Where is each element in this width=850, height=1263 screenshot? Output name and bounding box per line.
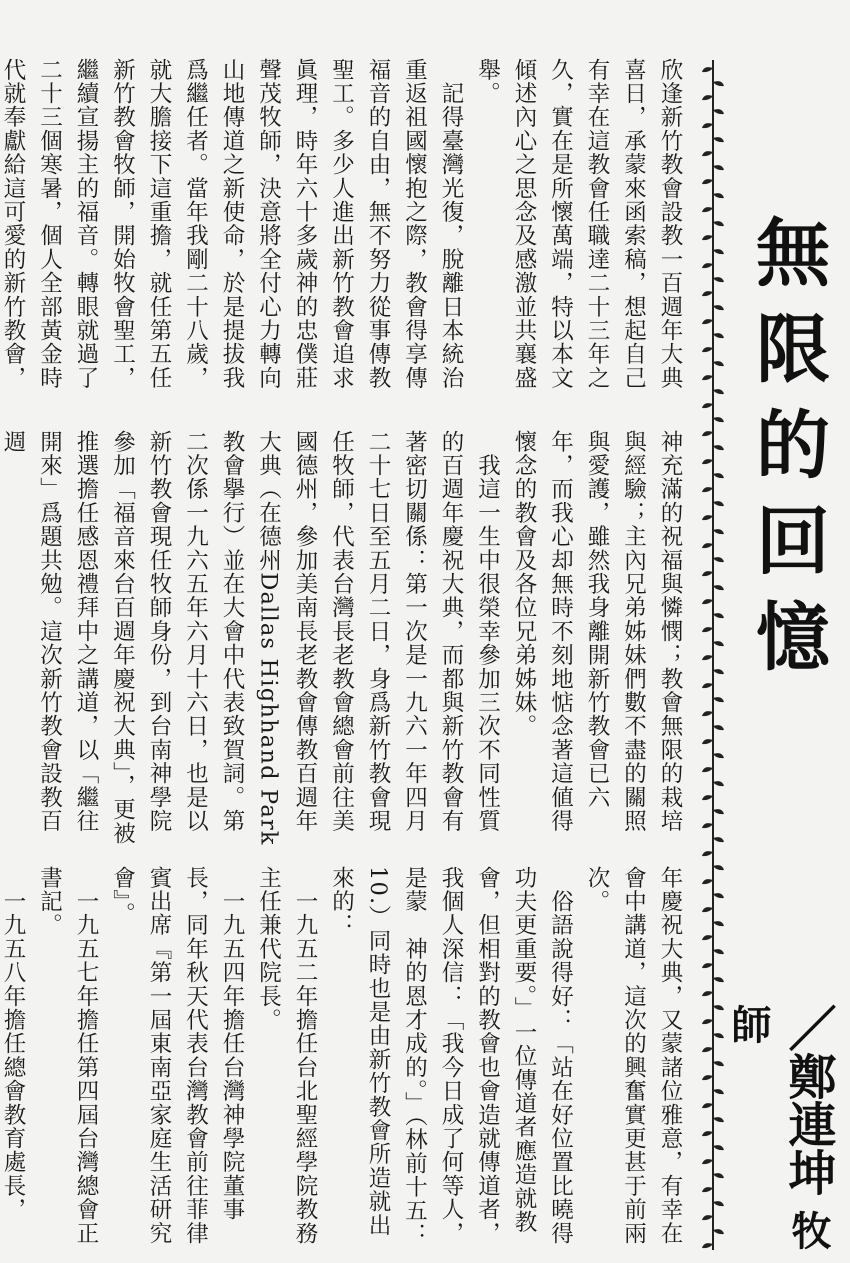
author-byline xyxy=(725,1004,838,1254)
vine-leaf xyxy=(713,641,724,646)
vine-leaf xyxy=(713,109,724,114)
vine-leaf xyxy=(713,361,724,366)
vine-leaf xyxy=(702,767,713,772)
vine-leaf xyxy=(702,935,713,940)
vine-leaf xyxy=(713,669,724,674)
vine-leaf xyxy=(702,1047,713,1052)
vine-leaf xyxy=(713,1145,724,1150)
vine-leaf xyxy=(713,137,724,142)
vine-leaf xyxy=(713,445,724,450)
vine-leaf xyxy=(713,557,724,562)
vine-leaf xyxy=(713,81,724,86)
vine-leaf xyxy=(702,991,713,996)
vine-leaf xyxy=(702,67,713,72)
vine-leaf xyxy=(713,417,724,422)
author-name: ／鄭連坤 xyxy=(780,1004,836,1196)
vine-leaf xyxy=(713,1117,724,1122)
vine-leaf xyxy=(713,837,724,842)
vine-leaf xyxy=(713,1229,724,1234)
vine-leaf xyxy=(713,529,724,534)
vine-leaf xyxy=(713,1089,724,1094)
vine-leaf xyxy=(713,473,724,478)
vine-leaf xyxy=(702,1215,713,1220)
vine-leaf xyxy=(713,865,724,870)
vine-leaf xyxy=(702,1131,713,1136)
vine-leaf xyxy=(713,893,724,898)
body-section-1: 欣逢新竹教會設教一百週年大典喜日，承蒙來函索稿，想起自己有幸在這教會任職達二十三年之久，實在是所懷萬端，特以本文傾述內心之思念及感激並共襄盛舉。 記得臺灣光復，脫離日本統治重返祖國懷抱之際，教會得享傳福音的自由，無不努力從事傳教聖工。多少人進出新竹教會追求眞理，時年六十多歲神的忠僕莊聲茂牧師，決意將全付心力轉向山地傳道之新使命，於是提拔我爲繼任者。當年我剛二十八歲，就大膽接下這重擔，就任第五任新竹教會牧師，開始牧會聖工，繼續宣揚主的福音。轉眼就過了二十三個寒暑，個人全部黃金時代就奉獻給這可愛的新竹教會， xyxy=(0,58,683,390)
article-title: 無限的回憶 xyxy=(744,214,830,694)
vine-leaf xyxy=(713,697,724,702)
vine-leaf xyxy=(702,599,713,604)
vine-leaf xyxy=(702,515,713,520)
vine-leaf xyxy=(702,627,713,632)
vine-leaf xyxy=(702,1159,713,1164)
vine-leaf xyxy=(702,683,713,688)
vine-leaf xyxy=(713,1061,724,1066)
vine-leaf xyxy=(713,277,724,282)
vine-leaf xyxy=(702,879,713,884)
vine-leaf xyxy=(702,907,713,912)
vine-leaf xyxy=(713,305,724,310)
vine-leaf xyxy=(713,221,724,226)
vine-leaf xyxy=(713,613,724,618)
vine-leaf xyxy=(702,375,713,380)
vine-leaf xyxy=(702,963,713,968)
vine-leaf xyxy=(713,781,724,786)
vine-leaf xyxy=(702,795,713,800)
vine-leaf xyxy=(702,823,713,828)
vine-leaf xyxy=(702,403,713,408)
vine-leaf xyxy=(713,501,724,506)
vine-leaf xyxy=(702,1019,713,1024)
vine-leaf xyxy=(702,655,713,660)
vine-leaf xyxy=(702,347,713,352)
body-section-3: 年慶祝大典，又蒙諸位雅意，有幸在會中講道，這次的興奮實更甚于前兩次。 俗語說得好：「站在好位置比曉得功夫更重要。」一位傳道者應造就教會，但相對的教會也會造就傳道者，我個人深信：「我今日成了何等人，是蒙 神的恩才成的。」（林前十五：10.）同時也是由新竹教會所造就出來的： 一九五二年擔任台北聖經學院教務主任兼代院長。 一九五四年擔任台灣神學院董事長，同年秋天代表台灣教會前往菲律賓出席『第一屆東南亞家庭生活研究會』。 一九五七年擔任第四屆台灣總會正書記。 一九五八年擔任總會教育處長， xyxy=(0,866,683,1247)
vine-leaf xyxy=(702,263,713,268)
vine-leaf xyxy=(713,949,724,954)
vine-leaf xyxy=(702,123,713,128)
vine-leaf xyxy=(702,291,713,296)
vine-leaf xyxy=(702,459,713,464)
vine-leaf xyxy=(702,1243,713,1248)
vine-leaf xyxy=(713,725,724,730)
vine-leaf xyxy=(713,921,724,926)
vine-leaf xyxy=(713,1173,724,1178)
vine-leaf xyxy=(702,179,713,184)
vine-leaf xyxy=(702,319,713,324)
vine-leaf xyxy=(702,711,713,716)
vine-leaf xyxy=(702,851,713,856)
vine-leaf xyxy=(702,235,713,240)
vine-leaf xyxy=(713,389,724,394)
vine-leaf xyxy=(713,165,724,170)
vine-leaf xyxy=(713,585,724,590)
vine-leaf xyxy=(713,977,724,982)
vine-leaf xyxy=(702,1075,713,1080)
vine-leaf xyxy=(713,249,724,254)
vine-leaf xyxy=(702,95,713,100)
vine-leaf xyxy=(702,1103,713,1108)
author-role: 牧師 xyxy=(725,1004,832,1250)
vine-divider-icon xyxy=(700,60,726,1250)
vine-leaf xyxy=(713,193,724,198)
body-section-2: 神充滿的祝福與憐憫；教會無限的栽培與經驗；主內兄弟姊妹們數不盡的關照與愛護，雖然我身離開新竹教會已六年，而我心却無時不刻地惦念著這値得懷念的教會及各位兄弟姊妹。 我這一生中很榮幸參加三次不同性質的百週年慶祝大典，而都與新竹教會有著密切關係：第一次是一九六一年四月二十七日至五月二日，身爲新竹教會現任牧師，代表台灣長老教會總會前往美國德州，參加美南長老教會傳教百週年大典（在德州Dallas Highhand Park 教會擧行）並在大會中代表致賀詞。第二次係一九六五年六月十六日，也是以新竹教會現任牧師身份，到台南神學院參加「福音來台百週年慶祝大典」，更被推選擔任感恩禮拜中之講道，以「繼往開來」爲題共勉。這次新竹教會設教百週 xyxy=(0,430,683,846)
vine-leaf xyxy=(702,543,713,548)
vine-leaf xyxy=(702,487,713,492)
vine-leaf xyxy=(713,1201,724,1206)
vine-leaf xyxy=(713,333,724,338)
vine-leaf xyxy=(702,431,713,436)
vine-leaf xyxy=(702,207,713,212)
vine-leaf xyxy=(702,151,713,156)
vine-leaf xyxy=(713,753,724,758)
vine-leaf xyxy=(702,739,713,744)
vine-leaf xyxy=(702,1187,713,1192)
vine-leaf xyxy=(713,809,724,814)
vine-leaf xyxy=(702,571,713,576)
